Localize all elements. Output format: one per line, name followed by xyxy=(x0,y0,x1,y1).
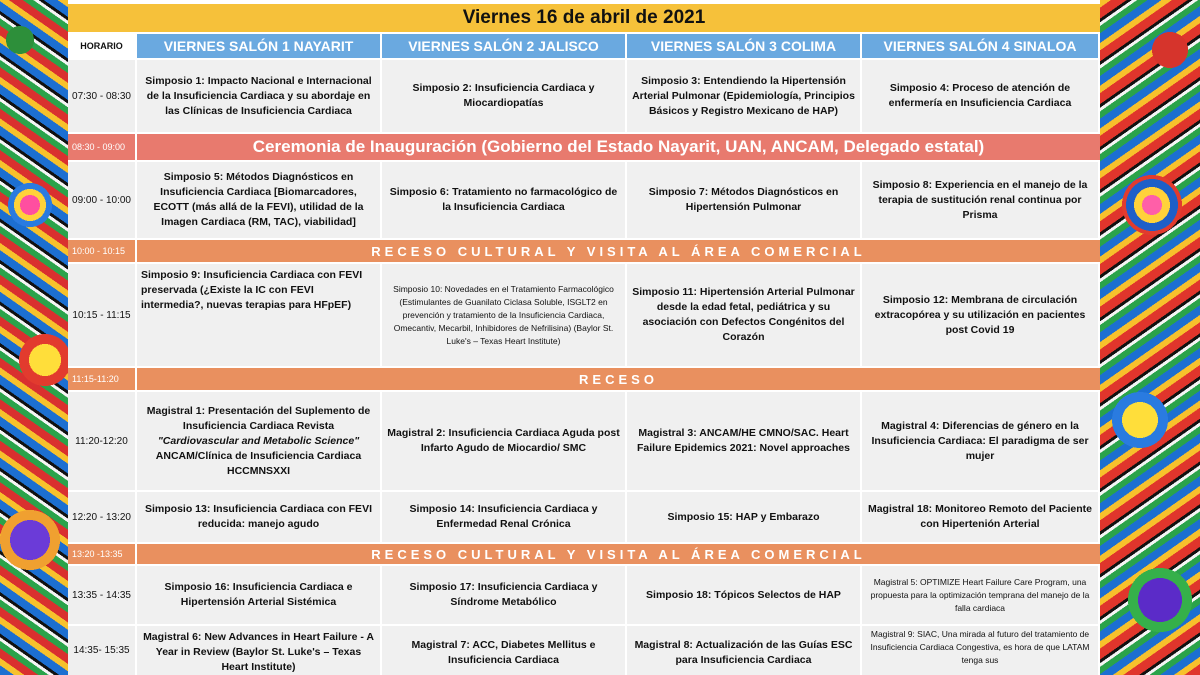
band-text: RECESO xyxy=(137,368,1100,390)
huichol-art-left-panel xyxy=(0,0,68,675)
ceremony-band xyxy=(68,134,1100,160)
band-text: Ceremonia de Inauguración (Gobierno del Estado Nayarit, UAN, ANCAM, Delegado estatal) xyxy=(137,134,1100,160)
band-time: 10:00 - 10:15 xyxy=(68,240,137,262)
journal-name: "Cardiovascular and Metabolic Science" xyxy=(157,434,360,447)
session-row xyxy=(68,264,1100,366)
band-time: 13:20 -13:35 xyxy=(68,544,137,564)
session-row xyxy=(68,492,1100,542)
session-time: 12:20 - 13:20 xyxy=(68,492,137,542)
session-cell: Magistral 2: Insuficiencia Cardiaca Aguda post Infarto Agudo de Miocardio/ SMC xyxy=(382,392,627,490)
session-host: ANCAM/Clínica de Insuficiencia Cardiaca HCCMNSXXI xyxy=(155,449,362,477)
room-header-4: VIERNES SALÓN 4 SINALOA xyxy=(862,34,1100,58)
session-cell: Magistral 5: OPTIMIZE Heart Failure Care Program, una propuesta para la optimización temprana del manejo de la falla cardiaca xyxy=(862,566,1100,624)
break-band xyxy=(68,240,1100,262)
band-time: 11:15-11:20 xyxy=(68,368,137,390)
session-cell: Magistral 7: ACC, Diabetes Mellitus e Insuficiencia Cardiaca xyxy=(382,626,627,675)
room-header-1: VIERNES SALÓN 1 NAYARIT xyxy=(137,34,382,58)
session-row xyxy=(68,60,1100,132)
session-time: 09:00 - 10:00 xyxy=(68,162,137,238)
session-row xyxy=(68,626,1100,675)
session-cell: Simposio 11: Hipertensión Arterial Pulmonar desde la edad fetal, pediátrica y su asociación con Defectos Congénitos del Corazón xyxy=(627,264,862,366)
session-cell: Magistral 8: Actualización de las Guías ESC para Insuficiencia Cardiaca xyxy=(627,626,862,675)
band-text: RECESO CULTURAL Y VISITA AL ÁREA COMERCIAL xyxy=(137,240,1100,262)
session-cell: Simposio 8: Experiencia en el manejo de la terapia de sustitución renal continua por Prisma xyxy=(862,162,1100,238)
band-time: 08:30 - 09:00 xyxy=(68,134,137,160)
horario-header: HORARIO xyxy=(68,34,137,58)
session-time: 10:15 - 11:15 xyxy=(68,264,137,366)
session-cell: Simposio 1: Impacto Nacional e Internacional de la Insuficiencia Cardiaca y su abordaje en las Clínicas de Insuficiencia Cardiaca xyxy=(137,60,382,132)
session-cell: Simposio 9: Insuficiencia Cardiaca con FEVI preservada (¿Existe la IC con FEVI intermedia?, nuevas terapias para HFpEF) xyxy=(137,264,382,366)
session-time: 07:30 - 08:30 xyxy=(68,60,137,132)
session-cell: Magistral 3: ANCAM/HE CMNO/SAC. Heart Failure Epidemics 2021: Novel approaches xyxy=(627,392,862,490)
session-cell: Simposio 17: Insuficiencia Cardiaca y Síndrome Metabólico xyxy=(382,566,627,624)
session-cell: Simposio 14: Insuficiencia Cardiaca y Enfermedad Renal Crónica xyxy=(382,492,627,542)
session-cell: Simposio 10: Novedades en el Tratamiento Farmacológico (Estimulantes de Guanilato Ciclasa Soluble, ISGLT2 en prevención y tratamiento de la Insuficiencia Cardiaca, Omecantiv, Mecarbil, Inhibidores de Nefrilisina) (Baylor St. Luke's – Texas Heart Institute) xyxy=(382,264,627,366)
session-time: 13:35 - 14:35 xyxy=(68,566,137,624)
session-cell: Magistral 4: Diferencias de género en la Insuficiencia Cardiaca: El paradigma de ser mujer xyxy=(862,392,1100,490)
session-cell xyxy=(137,392,382,490)
session-row xyxy=(68,392,1100,490)
room-header-3: VIERNES SALÓN 3 COLIMA xyxy=(627,34,862,58)
session-cell: Simposio 7: Métodos Diagnósticos en Hipertensión Pulmonar xyxy=(627,162,862,238)
session-cell: Simposio 6: Tratamiento no farmacológico de la Insuficiencia Cardiaca xyxy=(382,162,627,238)
session-cell: Magistral 9: SIAC, Una mirada al futuro del tratamiento de Insuficiencia Cardiaca Congestiva, es hora de que LATAM tenga sus xyxy=(862,626,1100,675)
session-cell: Simposio 16: Insuficiencia Cardiaca e Hipertensión Arterial Sistémica xyxy=(137,566,382,624)
page-title: Viernes 16 de abril de 2021 xyxy=(68,4,1100,32)
band-text: RECESO CULTURAL Y VISITA AL ÁREA COMERCIAL xyxy=(137,544,1100,564)
huichol-art-right-panel xyxy=(1100,0,1200,675)
session-cell: Simposio 12: Membrana de circulación extracopórea y su utilización en pacientes post Covid 19 xyxy=(862,264,1100,366)
break-band xyxy=(68,544,1100,564)
session-cell: Simposio 4: Proceso de atención de enfermería en Insuficiencia Cardiaca xyxy=(862,60,1100,132)
session-cell: Simposio 5: Métodos Diagnósticos en Insuficiencia Cardiaca [Biomarcadores, ECOTT (más allá de la FEVI), utilidad de la Imagen Cardiaca (RM, TAC), viabilidad] xyxy=(137,162,382,238)
session-time: 14:35- 15:35 xyxy=(68,626,137,675)
session-cell: Simposio 15: HAP y Embarazo xyxy=(627,492,862,542)
session-cell: Magistral 6: New Advances in Heart Failure - A Year in Review (Baylor St. Luke's – Texas Heart Institute) xyxy=(137,626,382,675)
break-band xyxy=(68,368,1100,390)
header-row xyxy=(68,34,1100,58)
session-cell: Magistral 18: Monitoreo Remoto del Paciente con Hipertenión Arterial xyxy=(862,492,1100,542)
session-cell: Simposio 18: Tópicos Selectos de HAP xyxy=(627,566,862,624)
session-cell: Simposio 2: Insuficiencia Cardiaca y Miocardiopatías xyxy=(382,60,627,132)
room-header-2: VIERNES SALÓN 2 JALISCO xyxy=(382,34,627,58)
session-title: Magistral 1: Presentación del Suplemento de Insuficiencia Cardiaca Revista xyxy=(146,404,371,432)
session-row xyxy=(68,162,1100,238)
session-cell: Simposio 13: Insuficiencia Cardiaca con FEVI reducida: manejo agudo xyxy=(137,492,382,542)
session-cell: Simposio 3: Entendiendo la Hipertensión Arterial Pulmonar (Epidemiología, Principios Básicos y Registro Mexicano de HAP) xyxy=(627,60,862,132)
schedule-sheet xyxy=(68,0,1100,675)
session-row xyxy=(68,566,1100,624)
session-time: 11:20-12:20 xyxy=(68,392,137,490)
